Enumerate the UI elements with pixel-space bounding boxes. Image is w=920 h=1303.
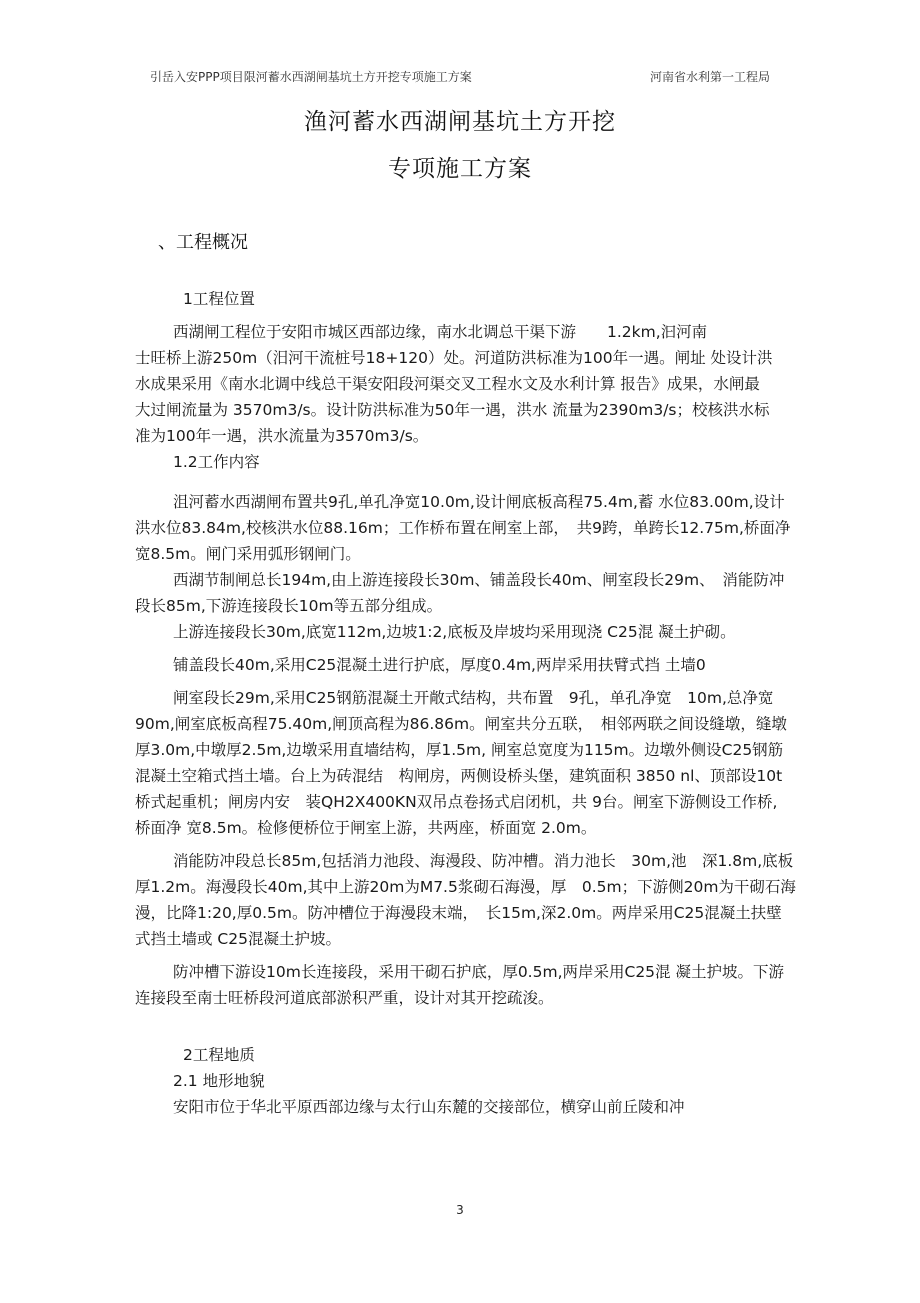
paragraph-line: 准为100年一遇，洪水流量为3570m3/s。 xyxy=(135,427,429,445)
paragraph-line: 连接段至南士旺桥段河道底部淤积严重，设计对其开挖疏浚。 xyxy=(135,989,554,1007)
paragraph-line: 厚3.0m,中墩厚2.5m,边墩采用直墙结构，厚1.5m, 闸室总宽度为115m。边墩外侧设C25钢筋 xyxy=(135,741,784,759)
paragraph-line: 西湖闸工程位于安阳市城区西部边缘，南水北调总干渠下游 1.2km,汩河南 xyxy=(173,323,708,341)
document-title-line-2: 专项施工方案 xyxy=(388,156,532,182)
header-left-text: 引岳入安PPP项目限河蓄水西湖闸基坑土方开挖专项施工方案 xyxy=(150,70,472,84)
paragraph-line: 防冲槽下游设10m长连接段，采用干砌石护底，厚0.5m,两岸采用C25混 凝土护坡。下游 xyxy=(173,963,784,981)
paragraph-line: 士旺桥上游250m（汨河干流桩号18+120）处。河道防洪标准为100年一遇。闸址 处设计洪 xyxy=(135,349,773,367)
paragraph-line: 宽8.5m。闸门采用弧形钢闸门。 xyxy=(135,545,361,563)
document-title-line-1: 渔河蓄水西湖闸基坑土方开挖 xyxy=(304,109,616,135)
paragraph-line: 段长85m,下游连接段长10m等五部分组成。 xyxy=(135,597,443,615)
subsection-1-2-heading: 1.2工作内容 xyxy=(173,453,260,471)
paragraph-line: 混凝土空箱式挡土墙。台上为砖混结 构闸房，两侧设桥头堡，建筑面积 3850 nl、顶部设10t xyxy=(135,767,783,785)
paragraph-line: 西湖节制闸总长194m,由上游连接段长30m、铺盖段长40m、闸室段长29m、 消能防冲 xyxy=(173,571,785,589)
paragraph-line: 闸室段长29m,采用C25钢筋混凝土开敞式结构，共布置 9孔，单孔净宽 10m,总净宽 xyxy=(173,689,774,707)
paragraph-line: 上游连接段长30m,底宽112m,边坡1:2,底板及岸坡均采用现浇 C25混 凝土护砌。 xyxy=(173,623,736,641)
paragraph-line: 消能防冲段总长85m,包括消力池段、海漫段、防冲槽。消力池长 30m,池 深1.8m,底板 xyxy=(173,852,794,870)
section-2-heading: 2工程地质 xyxy=(183,1046,255,1064)
subsection-2-1-heading: 2.1 地形地貌 xyxy=(173,1072,265,1090)
page-number: 3 xyxy=(456,1203,464,1217)
paragraph-line: 式挡土墙或 C25混凝土护坡。 xyxy=(135,930,341,948)
paragraph-line: 大过闸流量为 3570m3/s。设计防洪标准为50年一遇，洪水 流量为2390m3/s；校核洪水标 xyxy=(135,401,770,419)
paragraph-line: 桥面净 宽8.5m。检修便桥位于闸室上游，共两座，桥面宽 2.0m。 xyxy=(135,819,597,837)
paragraph-line: 安阳市位于华北平原西部边缘与太行山东麓的交接部位，横穿山前丘陵和冲 xyxy=(173,1098,685,1116)
paragraph-line: 沮河蓄水西湖闸布置共9孔,单孔净宽10.0m,设计闸底板高程75.4m,蓄 水位83.00m,设计 xyxy=(173,493,785,511)
paragraph-line: 桥式起重机；闸房内安 装QH2X400KN双吊点卷扬式启闭机，共 9台。闸室下游侧设工作桥, xyxy=(135,793,778,811)
header-right-text: 河南省水利第一工程局 xyxy=(649,70,770,84)
section-1-heading: 、工程概况 xyxy=(158,232,248,253)
paragraph-line: 厚1.2m。海漫段长40m,其中上游20m为M7.5浆砌石海漫，厚 0.5m；下游侧20m为干砌石海 xyxy=(135,878,796,896)
running-header xyxy=(150,68,770,85)
paragraph-line: 铺盖段长40m,采用C25混凝土进行护底，厚度0.4m,两岸采用扶臂式挡 土墙0 xyxy=(173,656,706,674)
paragraph-line: 水成果采用《南水北调中线总干渠安阳段河渠交叉工程水文及水利计算 报告》成果，水闸最 xyxy=(135,375,760,393)
paragraph-line: 洪水位83.84m,校核洪水位88.16m；工作桥布置在闸室上部， 共9跨，单跨长12.75m,桥面净 xyxy=(135,519,791,537)
paragraph-line: 漫，比降1:20,厚0.5m。防冲槽位于海漫段末端， 长15m,深2.0m。两岸采用C25混凝土扶壁 xyxy=(135,904,782,922)
document-body xyxy=(135,286,825,1120)
subsection-1-1-heading: 1工程位置 xyxy=(183,290,255,308)
paragraph-line: 90m,闸室底板高程75.40m,闸顶高程为86.86m。闸室共分五联， 相邻两联之间设缝墩，缝墩 xyxy=(135,715,787,733)
